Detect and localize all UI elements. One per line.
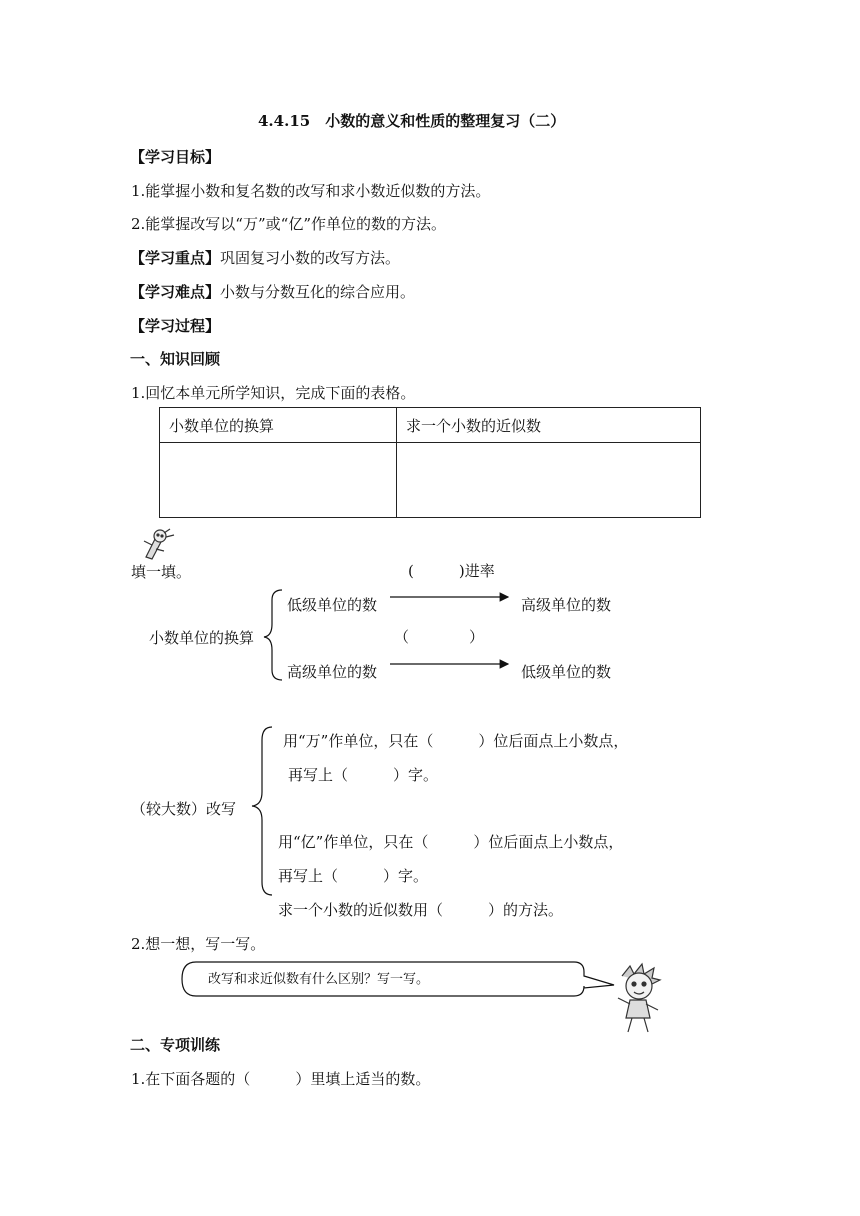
- fill-label: 填一填。: [131, 563, 192, 581]
- difficulty-label: 【学习难点】: [130, 283, 221, 301]
- speech-bubble-text: 改写和求近似数有什么区别？写一写。: [208, 972, 430, 987]
- conv-row2-right: 低级单位的数: [521, 663, 612, 681]
- section1-q1: 1.回忆本单元所学知识，完成下面的表格。: [131, 384, 416, 402]
- rewrite-brace: [252, 727, 272, 895]
- rewrite-wan-line2: 再写上（ ）字。: [288, 766, 439, 784]
- rewrite-label: （较大数）改写: [131, 800, 237, 818]
- rewrite-wan-line1: 用“万”作单位，只在（ ）位后面点上小数点，: [283, 732, 629, 750]
- section1-q2: 2.想一想，写一写。: [131, 935, 266, 953]
- approx-line: 求一个小数的近似数用（ ）的方法。: [278, 901, 564, 919]
- kid-mascot-icon: [612, 962, 668, 1036]
- section2-q1: 1.在下面各题的（ ）里填上适当的数。: [131, 1070, 431, 1088]
- conv-row2-left: 高级单位的数: [287, 663, 378, 681]
- goal-item-1: 1.能掌握小数和复名数的改写和求小数近似数的方法。: [131, 182, 491, 200]
- table-header-conversion: 小数单位的换算: [160, 408, 397, 443]
- rewrite-yi-line1: 用“亿”作单位，只在（ ）位后面点上小数点，: [278, 833, 624, 851]
- focus-label: 【学习重点】: [130, 249, 221, 267]
- rate-bottom: （ ）: [394, 628, 485, 646]
- table-header-approx: 求一个小数的近似数: [397, 408, 701, 443]
- conv-row1-left: 低级单位的数: [287, 596, 378, 614]
- process-heading: 【学习过程】: [130, 317, 221, 335]
- section1-heading: 一、知识回顾: [130, 350, 221, 368]
- conversion-brace: [264, 590, 282, 680]
- page-title: 4.4.15 小数的意义和性质的整理复习（二）: [258, 112, 566, 130]
- difficulty-text: 小数与分数互化的综合应用。: [220, 283, 416, 301]
- conv-row1-right: 高级单位的数: [521, 596, 612, 614]
- conversion-label: 小数单位的换算: [149, 629, 255, 647]
- focus-text: 巩固复习小数的改写方法。: [220, 249, 401, 267]
- goal-item-2: 2.能掌握改写以“万”或“亿”作单位的数的方法。: [131, 215, 446, 233]
- goals-heading: 【学习目标】: [130, 148, 221, 166]
- section2-heading: 二、专项训练: [130, 1036, 221, 1054]
- rate-top: ( )进率: [408, 562, 495, 580]
- rewrite-yi-line2: 再写上（ ）字。: [278, 867, 429, 885]
